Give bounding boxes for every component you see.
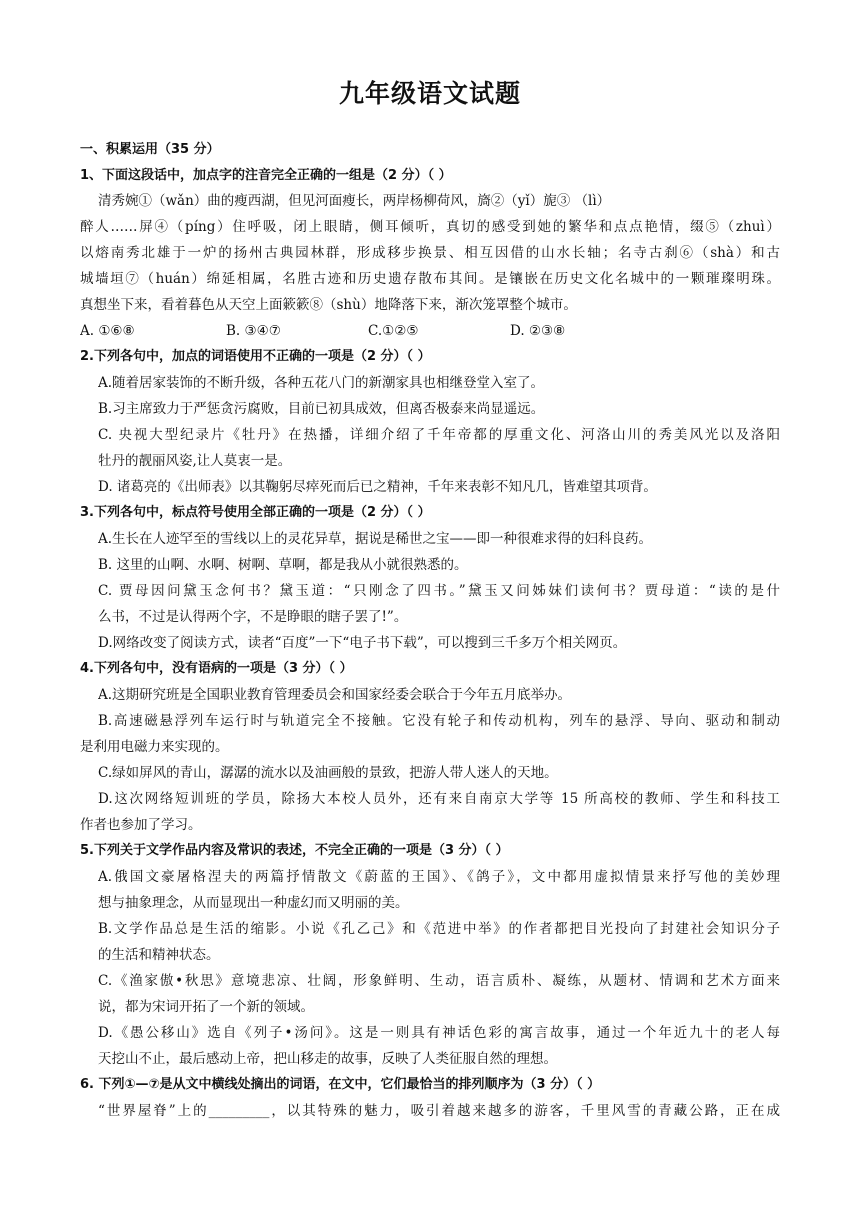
q3-option: A.生长在人迹罕至的雪线以上的灵花异草，据说是稀世之宝——即一种很难求得的妇科良药。 (98, 531, 653, 547)
q3-option: B. 这里的山啊、水啊、树啊、草啊，都是我从小就很熟悉的。 (98, 557, 468, 573)
q1-line: 真想坐下来，看着暮色从天空上面簌簌⑧（shù）地降落下来，渐次笼罩整个城市。 (80, 297, 577, 313)
option-c[interactable]: C.①②⑤ (368, 323, 419, 339)
option-d[interactable]: D. ②③⑧ (510, 323, 566, 339)
q2-option: A.随着居家装饰的不断升级，各种五花八门的新潮家具也相继登堂入室了。 (98, 375, 545, 391)
q6-passage: “世界屋脊”上的_________，以其特殊的魅力，吸引着越来越多的游客，千里风雪的青藏公路，正在成 (98, 1103, 780, 1119)
q5-option: A.俄国文豪屠格涅夫的两篇抒情散文《蔚蓝的王国》、《鸽子》，文中都用虚拟情景来抒写他的美妙理 (98, 869, 780, 885)
q2-option: D. 诸葛亮的《出师表》以其鞠躬尽瘁死而后已之精神，千年来表彰不知凡几，皆难望其项背。 (98, 479, 657, 495)
q4-option: 是利用电磁力来实现的。 (80, 739, 229, 755)
q3-option: C. 贾母因问黛玉念何书？黛玉道：“只刚念了四书。”黛玉又问姊妹们读何书？贾母道：“读的是什 (98, 583, 780, 599)
section-heading: 一、积累运用（35 分） (80, 142, 220, 157)
q4-option: C.绿如屏风的青山，潺潺的流水以及油画般的景致，把游人带人迷人的天地。 (98, 765, 558, 781)
q2-option: 牡丹的靓丽风姿,让人莫衷一是。 (98, 453, 292, 469)
q4-option: B.高速磁悬浮列车运行时与轨道完全不接触。它没有轮子和传动机构，列车的悬浮、导向、驱动和制动 (98, 713, 780, 729)
q5-option: C.《渔家傲•秋思》意境悲凉、壮阔，形象鲜明、生动，语言质朴、凝练，从题材、情调和艺术方面来 (98, 973, 780, 989)
question-6-stem: 6. 下列①—⑦是从文中横线处摘出的词语，在文中，它们最恰当的排列顺序为（3 分）（ ） (80, 1077, 601, 1092)
q1-line: 清秀婉①（wǎn）曲的瘦西湖，但见河面瘦长，两岸杨柳荷风，旖②（yǐ）旎③ （lì） (98, 193, 611, 209)
question-4-stem: 4.下列各句中，没有语病的一项是（3 分）（ ） (80, 661, 353, 676)
q3-option: 么书，不过是认得两个字，不是睁眼的瞎子罢了!”。 (98, 609, 408, 625)
q1-line: 醉人……屏④（píng）住呼吸，闭上眼睛，侧耳倾听，真切的感受到她的繁华和点点艳情，缀⑤（zhuì） (80, 219, 780, 235)
q3-option: D.网络改变了阅读方式，读者“百度”一下“电子书下载”，可以搜到三千多万个相关网页。 (98, 635, 627, 651)
q2-option: B.习主席致力于严惩贪污腐败，目前已初具成效，但离否极泰来尚显遥远。 (98, 401, 545, 417)
option-b[interactable]: B. ③④⑦ (226, 323, 281, 339)
option-a[interactable]: A. ①⑥⑧ (80, 323, 135, 339)
question-1-stem: 1、下面这段话中，加点字的注音完全正确的一组是（2 分）（ ） (80, 168, 452, 183)
q4-option: 作者也参加了学习。 (80, 817, 202, 833)
q5-option: 想与抽象理念，从而显现出一种虚幻而又明丽的美。 (98, 895, 409, 911)
q4-option: A.这期研究班是全国职业教育管理委员会和国家经委会联合于今年五月底举办。 (98, 687, 572, 703)
q1-options (80, 318, 780, 344)
q5-option: B.文学作品总是生活的缩影。小说《孔乙己》和《范进中举》的作者都把目光投向了封建社会知识分子 (98, 921, 780, 937)
question-5-stem: 5.下列关于文学作品内容及常识的表述，不完全正确的一项是（3 分）（ ） (80, 843, 509, 858)
q2-option: C. 央视大型纪录片《牡丹》在热播，详细介绍了千年帝都的厚重文化、河洛山川的秀美风光以及洛阳 (98, 427, 780, 443)
q5-option: 的生活和精神状态。 (98, 947, 220, 963)
q1-line: 城墙垣⑦（huán）绵延相属，名胜古迹和历史遗存散布其间。是镶嵌在历史文化名城中的一颗璀璨明珠。 (80, 271, 780, 287)
q5-option: 说，都为宋词开拓了一个新的领域。 (98, 999, 314, 1015)
question-3-stem: 3.下列各句中，标点符号使用全部正确的一项是（2 分）（ ） (80, 505, 431, 520)
q5-option: 天挖山不止，最后感动上帝，把山移走的故事，反映了人类征服自然的理想。 (98, 1051, 557, 1067)
q5-option: D.《愚公移山》选自《列子•汤问》。这是一则具有神话色彩的寓言故事，通过一个年近九十的老人每 (98, 1025, 780, 1041)
question-2-stem: 2.下列各句中，加点的词语使用不正确的一项是（2 分）（ ） (80, 349, 431, 364)
q1-line: 以熔南秀北雄于一炉的扬州古典园林群，形成移步换景、相互因借的山水长轴；名寺古刹⑥（shà）和古 (80, 245, 780, 261)
q4-option: D.这次网络短训班的学员，除扬大本校人员外，还有来自南京大学等 15 所高校的教师、学生和科技工 (98, 791, 780, 807)
page-title: 九年级语文试题 (338, 79, 521, 108)
